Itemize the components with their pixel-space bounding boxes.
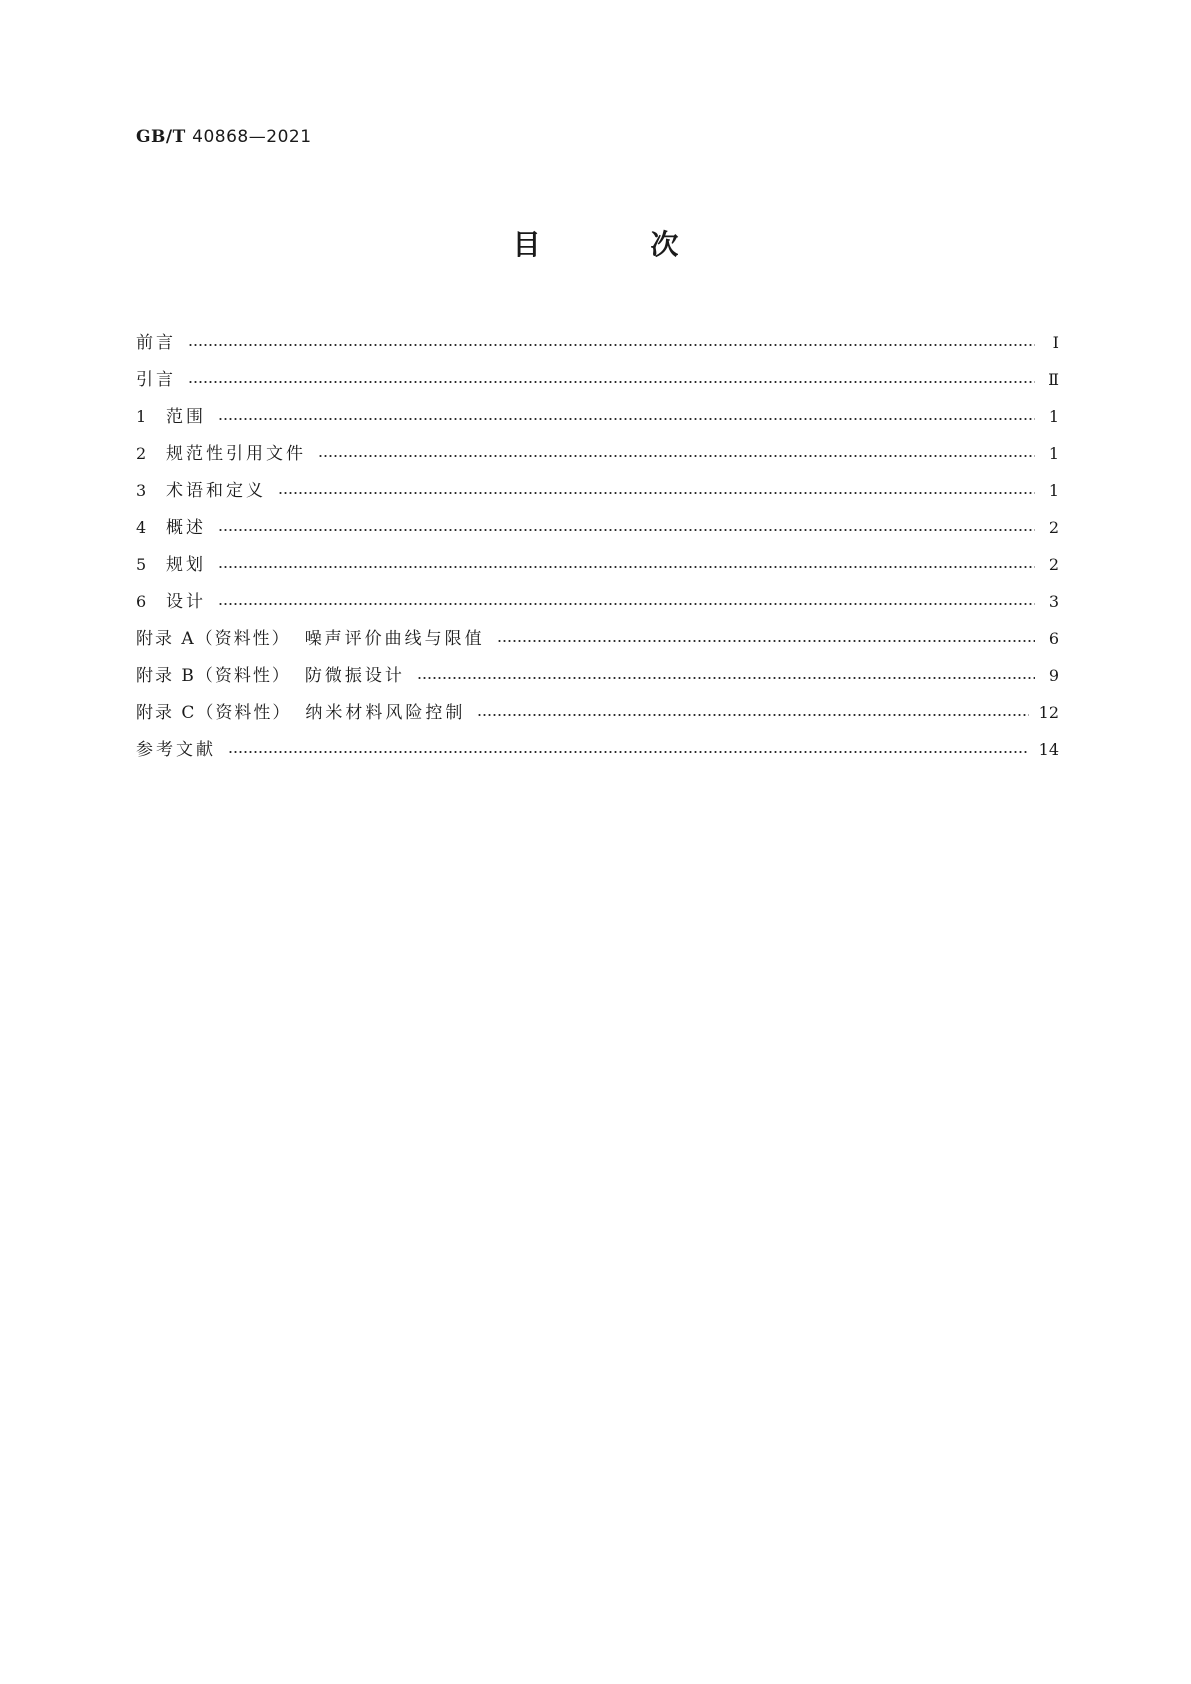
dot-leader bbox=[218, 565, 1035, 569]
toc-entry[interactable] bbox=[136, 361, 1059, 398]
dot-leader bbox=[188, 380, 1035, 384]
toc-entry-page-number: 2 bbox=[1048, 518, 1059, 537]
toc-entry[interactable] bbox=[136, 583, 1059, 620]
dot-leader bbox=[278, 491, 1035, 495]
toc-entry-page-number: 1 bbox=[1048, 407, 1059, 426]
dot-leader bbox=[228, 750, 1029, 754]
toc-entry-title: 概述 bbox=[166, 518, 206, 538]
toc-entry-title: 规划 bbox=[166, 555, 206, 575]
toc-entry-page-number: 1 bbox=[1048, 444, 1059, 463]
toc-entry-number: 4 bbox=[136, 518, 147, 537]
toc-entry-page-number: 3 bbox=[1048, 592, 1059, 611]
toc-entry-number: 5 bbox=[136, 555, 147, 574]
toc-entry-page-number: Ⅰ bbox=[1052, 333, 1059, 352]
toc-entry[interactable] bbox=[136, 472, 1059, 509]
toc-entry[interactable] bbox=[136, 546, 1059, 583]
standard-prefix: GB/T bbox=[136, 127, 186, 147]
toc-entry[interactable] bbox=[136, 324, 1059, 361]
page-title: 目 次 bbox=[512, 228, 729, 261]
toc-entry-number: 1 bbox=[136, 407, 147, 426]
dot-leader bbox=[218, 602, 1035, 606]
toc-entry-title: 规范性引用文件 bbox=[166, 444, 306, 464]
toc-entry-page-number: 2 bbox=[1048, 555, 1059, 574]
toc-entry-page-number: 12 bbox=[1038, 703, 1059, 722]
toc-entry-page-number: 6 bbox=[1048, 629, 1059, 648]
toc-entry[interactable] bbox=[136, 398, 1059, 435]
toc-entry-title: 设计 bbox=[166, 592, 206, 612]
toc-entry-number: 6 bbox=[136, 592, 147, 611]
toc-entry[interactable] bbox=[136, 694, 1059, 731]
toc-entry-number: 2 bbox=[136, 444, 147, 463]
dot-leader bbox=[417, 676, 1035, 680]
toc-entry-title: 参考文献 bbox=[136, 740, 216, 760]
toc-entry[interactable] bbox=[136, 657, 1059, 694]
toc-entry-title: 防微振设计 bbox=[304, 666, 405, 686]
toc-entry-number: 3 bbox=[136, 481, 147, 500]
toc-entry-annex-label: 附录 C（资料性） bbox=[136, 703, 292, 723]
standard-code bbox=[136, 126, 312, 148]
dot-leader bbox=[218, 417, 1035, 421]
toc-entry-title: 引言 bbox=[136, 370, 176, 390]
toc-entry-page-number: Ⅱ bbox=[1048, 370, 1059, 389]
toc-entry-title: 纳米材料风险控制 bbox=[305, 703, 466, 723]
toc-entry[interactable] bbox=[136, 509, 1059, 546]
toc-entry[interactable] bbox=[136, 620, 1059, 657]
toc-entry-page-number: 14 bbox=[1038, 740, 1059, 759]
toc-entry-page-number: 1 bbox=[1048, 481, 1059, 500]
table-of-contents bbox=[136, 324, 1059, 768]
toc-entry-title: 噪声评价曲线与限值 bbox=[304, 629, 485, 649]
toc-entry-annex-label: 附录 B（资料性） bbox=[136, 666, 291, 686]
toc-entry[interactable] bbox=[136, 435, 1059, 472]
dot-leader bbox=[218, 528, 1035, 532]
dot-leader bbox=[318, 454, 1035, 458]
toc-entry-annex-label: 附录 A（资料性） bbox=[136, 629, 291, 649]
toc-entry-title: 前言 bbox=[136, 333, 176, 353]
dot-leader bbox=[477, 713, 1028, 717]
toc-entry[interactable] bbox=[136, 731, 1059, 768]
toc-entry-page-number: 9 bbox=[1048, 666, 1059, 685]
dot-leader bbox=[188, 343, 1035, 347]
toc-entry-title: 范围 bbox=[166, 407, 206, 427]
toc-entry-title: 术语和定义 bbox=[166, 481, 266, 501]
standard-number: 40868—2021 bbox=[192, 127, 312, 147]
dot-leader bbox=[497, 639, 1035, 643]
